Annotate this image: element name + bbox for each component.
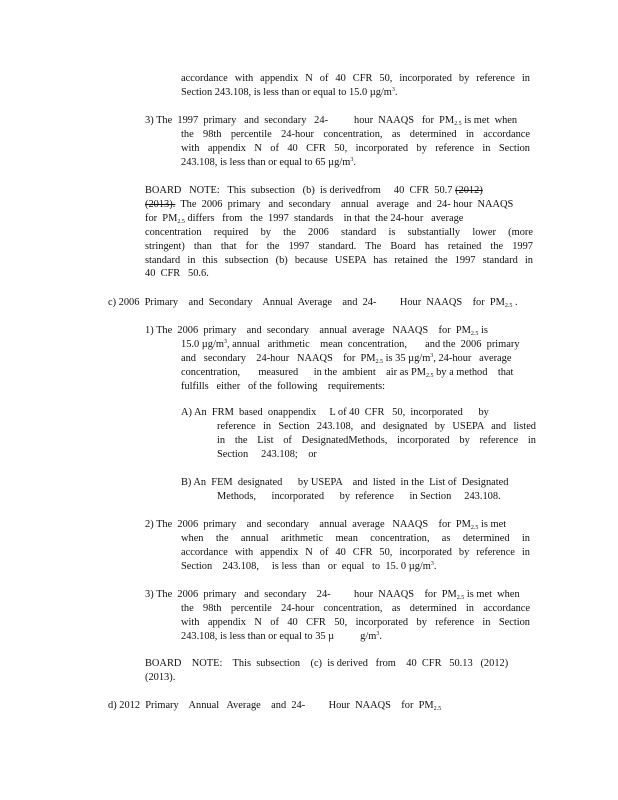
item-c1b xyxy=(181,476,536,490)
text-line: 40 CFR 50.6. xyxy=(145,268,209,280)
text-line: 243.108, is less than or equal to 35 µ $g/m^3$. xyxy=(181,630,382,642)
text-line: with appendix N of 40 CFR 50, incorporated by reference in Section xyxy=(181,142,530,154)
text-line: 243.108, is less than or equal to 65 $\mu g/m^3$. xyxy=(181,156,356,168)
text-line: with appendix N of 40 CFR 50, incorporated by reference in Section xyxy=(181,616,530,628)
text-line: B) An FEM designated by USEPA and listed in the List of Designated xyxy=(181,477,509,488)
text-line: 3) The 2006 primary and secondary 24- hour NAAQS for $PM_{2.5}$ is met when xyxy=(145,589,520,601)
text-line: 1) The 2006 primary and secondary annual average NAAQS for $PM_{2.5}$ is xyxy=(145,325,488,337)
item-c1a xyxy=(181,406,536,420)
item-c2-first-line xyxy=(145,518,535,532)
text-line: concentration required by the 2006 standard is substantially lower (more xyxy=(145,226,533,238)
item-c1a-body xyxy=(217,420,536,462)
text-line: Section 243.108, is less than or equal to 15. 0 $\mu g/m^3$. xyxy=(181,560,437,572)
text-line: Section 243.108, is less than or equal to 15.0 $\mu g/m^3$. xyxy=(181,86,398,98)
item-c2-body xyxy=(181,532,530,574)
text-line: 15.0 $\mu g/m^3$, annual arithmetic mean concentration, and the 2006 primary xyxy=(181,339,520,350)
text-line: 2) The 2006 primary and secondary annual average NAAQS for $PM_{2.5}$ is met xyxy=(145,519,507,531)
section-c-heading xyxy=(108,296,538,310)
board-note-b xyxy=(145,184,533,281)
item-c1-first-line xyxy=(145,324,530,338)
text-line: in the List of DesignatedMethods, incorporated by reference in xyxy=(217,434,536,446)
text-line: accordance with appendix N of 40 CFR 50, incorporated by reference in xyxy=(181,73,530,84)
board-note-c xyxy=(145,657,533,685)
text-line: Methods, incorporated by reference in Section 243.108. xyxy=(217,491,501,502)
text-line: (2013). xyxy=(145,671,176,683)
item-2-continuation xyxy=(181,72,530,100)
text-line: fulfills either of the following requirements: xyxy=(181,380,386,392)
text-line: 3) The 1997 primary and secondary 24- hour NAAQS for $PM_{2.5}$ is met when xyxy=(145,115,518,127)
text-line: accordance with appendix N of 40 CFR 50, incorporated by reference in xyxy=(181,546,530,558)
item-3-1997-body xyxy=(181,128,530,170)
text-line: c) 2006 Primary and Secondary Annual Average and 24- Hour NAAQS for $PM_{2.5}$ . xyxy=(108,297,518,309)
text-line: the 98th percentile 24-hour concentration, as determined in accordance xyxy=(181,603,530,614)
text-line: reference in Section 243.108, and designated by USEPA and listed xyxy=(217,421,536,432)
text-line: A) An FRM based onappendix L of 40 CFR 50, incorporated by xyxy=(181,407,489,418)
text-line: and secondary 24-hour NAAQS for $PM_{2.5}$ is 35 $\mu g/m^3$, 24-hour average xyxy=(181,352,512,365)
text-line: Section 243.108; or xyxy=(217,448,317,460)
item-c3-body xyxy=(181,602,530,644)
text-line: d) 2012 Primary Annual Average and 24- Hour NAAQS for $PM_{2.5}$ xyxy=(108,700,442,712)
text-line: concentration, measured in the ambient air as $PM_{2.5}$ by a method that xyxy=(181,366,514,379)
item-3-1997-standard xyxy=(145,114,530,128)
item-c1b-body xyxy=(217,490,536,504)
text-line: stringent) than that for the 1997 standard. The Board has retained the 1997 xyxy=(145,240,533,252)
item-c1-body xyxy=(181,338,530,394)
text-line: BOARD NOTE: This subsection (c) is derived from 40 CFR 50.13 (2012) xyxy=(145,658,509,669)
text-line: when the annual arithmetic mean concentration, as determined in xyxy=(181,533,530,544)
item-c3-first-line xyxy=(145,588,535,602)
text-line: for $PM_{2.5}$ differs from the 1997 standards in that the 24-hour average xyxy=(145,212,464,225)
text-line: BOARD NOTE: This subsection (b) is derivedfrom 40 CFR 50.7 (2012) xyxy=(145,185,483,196)
text-line: (2013). The 2006 primary and secondary annual average and 24- hour NAAQS xyxy=(145,198,514,210)
section-d-heading xyxy=(108,699,538,713)
text-line: the 98th percentile 24-hour concentration, as determined in accordance xyxy=(181,129,530,140)
text-line: standard in this subsection (b) because USEPA has retained the 1997 standard in xyxy=(145,254,533,266)
